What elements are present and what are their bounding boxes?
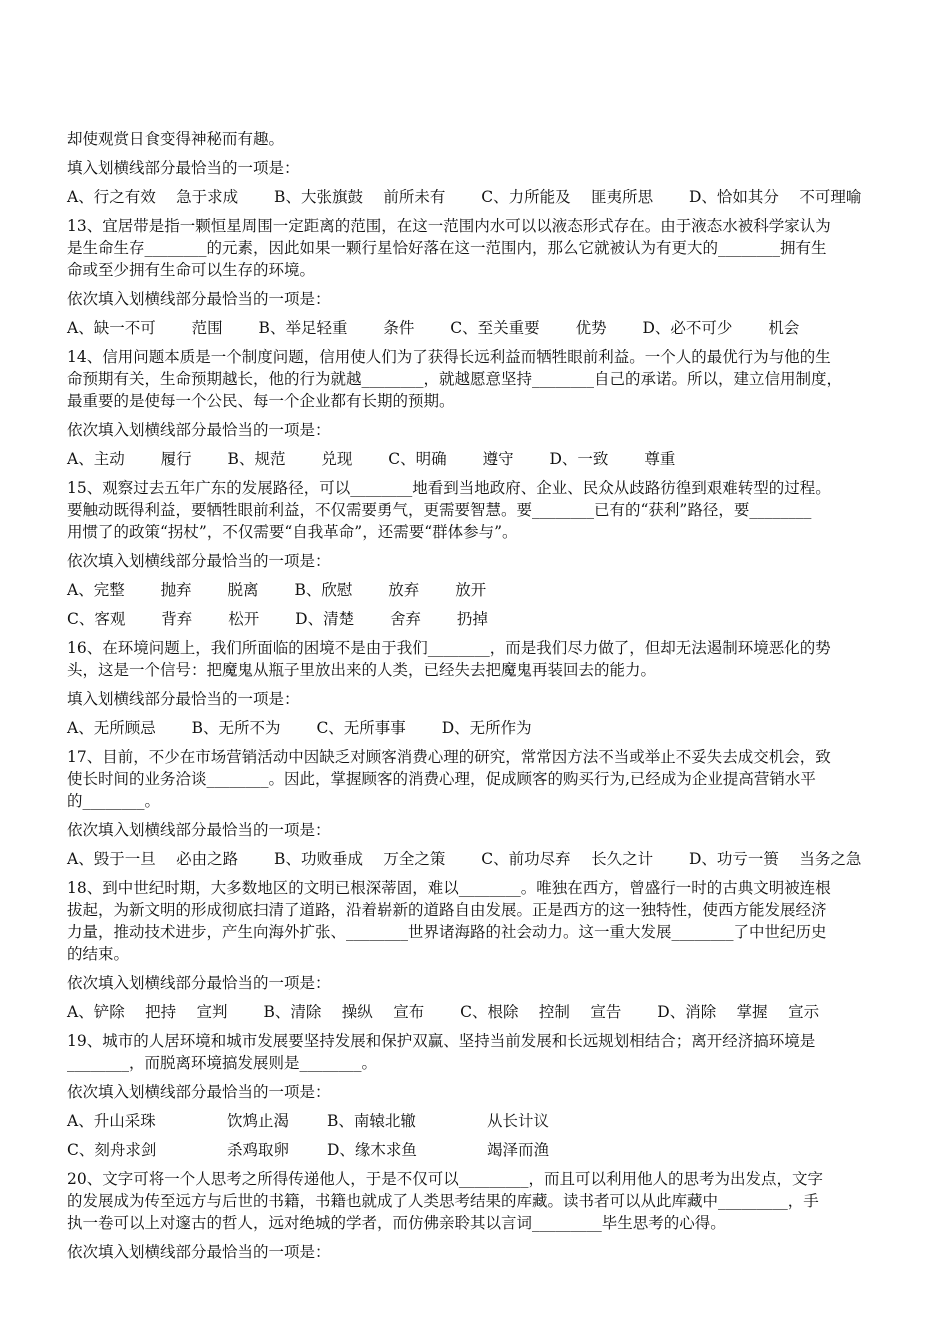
- question-19-text: 19、城市的人居环境和城市发展要坚持发展和保护双赢、坚持当前发展和长远规划相结合；离开经济搞环境是: [67, 1032, 816, 1050]
- question-19-options-row: [67, 1139, 887, 1161]
- question-13-prompt: 依次填入划横线部分最恰当的一项是：: [67, 290, 331, 308]
- question-prompt: 填入划横线部分最恰当的一项是：: [67, 159, 300, 177]
- question-17-text: 使长时间的业务洽谈________。因此，掌握顾客的消费心理，促成顾客的购买行为,已经成为企业提高营销水平: [67, 770, 816, 788]
- answer-options: A、行之有效 急于求成 B、大张旗鼓 前所未有 C、力所能及 匪夷所思 D、恰如其分 不可理喻: [67, 188, 862, 206]
- question-17-text: 17、目前，不少在市场营销活动中因缺乏对顾客消费心理的研究，常常因方法不当或举止不妥失去成交机会，致: [67, 748, 831, 766]
- document-page: [67, 128, 887, 1270]
- question-14-text: 最重要的是使每一个公民、每一个企业都有长期的预期。: [67, 392, 455, 410]
- question-20-text: 20、文字可将一个人思考之所得传递他人，于是不仅可以_________，而且可以利用他人的思考为出发点，文字: [67, 1170, 823, 1188]
- question-19-prompt: 依次填入划横线部分最恰当的一项是：: [67, 1083, 331, 1101]
- question-13-text: 命或至少拥有生命可以生存的环境。: [67, 261, 316, 279]
- question-16-text: 16、在环境问题上，我们所面临的困境不是由于我们________，而是我们尽力做了，但却无法遏制环境恶化的势: [67, 639, 831, 657]
- option-c-second: 杀鸡取卵: [227, 1141, 290, 1159]
- question-16-prompt: 填入划横线部分最恰当的一项是：: [67, 690, 300, 708]
- question-16-text: 头，这是一个信号：把魔鬼从瓶子里放出来的人类，已经失去把魔鬼再装回去的能力。: [67, 661, 657, 679]
- question-18-text: 拔起，为新文明的形成彻底扫清了道路，沿着崭新的道路自由发展。正是西方的这一独特性，使西方能发展经济: [67, 901, 827, 919]
- text-line: 却使观赏日食变得神秘而有趣。: [67, 130, 285, 148]
- question-18-text: 的结束。: [67, 945, 130, 963]
- question-18-text: 力量，推动技术进步，产生向海外扩张、________世界诸海路的社会动力。这一重大发展________了中世纪历史: [67, 923, 827, 941]
- option-b: B、南辕北辙: [327, 1112, 416, 1130]
- question-17-text: 的________。: [67, 792, 161, 810]
- question-20-prompt: 依次填入划横线部分最恰当的一项是：: [67, 1243, 331, 1261]
- question-17-prompt: 依次填入划横线部分最恰当的一项是：: [67, 821, 331, 839]
- question-15-options: C、客观 背弃 松开 D、清楚 舍弃 扔掉: [67, 610, 488, 628]
- option-d: D、缘木求鱼: [327, 1141, 417, 1159]
- question-14-text: 14、信用问题本质是一个制度问题，信用使人们为了获得长远利益而牺牲眼前利益。一个人的最优行为与他的生: [67, 348, 831, 366]
- question-20-text: 的发展成为传至远方与后世的书籍，书籍也就成了人类思考结果的库藏。读书者可以从此库藏中_________，手: [67, 1192, 819, 1210]
- option-a: A、升山采珠: [67, 1112, 156, 1130]
- option-a-second: 饮鸩止渴: [227, 1112, 290, 1130]
- question-15-prompt: 依次填入划横线部分最恰当的一项是：: [67, 552, 331, 570]
- question-17-options: A、毁于一旦 必由之路 B、功败垂成 万全之策 C、前功尽弃 长久之计 D、功亏一篑 当务之急: [67, 850, 862, 868]
- question-15-text: 用惯了的政策“拐杖”，不仅需要“自我革命”，还需要“群体参与”。: [67, 523, 518, 541]
- question-15-options: A、完整 抛弃 脱离 B、欣慰 放弃 放开: [67, 581, 487, 599]
- question-19-text: ________，而脱离环境搞发展则是________。: [67, 1054, 378, 1072]
- question-13-options: A、缺一不可 范围 B、举足轻重 条件 C、至关重要 优势 D、必不可少 机会: [67, 319, 800, 337]
- question-14-prompt: 依次填入划横线部分最恰当的一项是：: [67, 421, 331, 439]
- option-c: C、刻舟求剑: [67, 1141, 157, 1159]
- question-15-text: 15、观察过去五年广东的发展路径，可以________地看到当地政府、企业、民众从歧路彷徨到艰难转型的过程。: [67, 479, 831, 497]
- question-16-options: A、无所顾忌 B、无所不为 C、无所事事 D、无所作为: [67, 719, 532, 737]
- question-13-text: 13、宜居带是指一颗恒星周围一定距离的范围，在这一范围内水可以以液态形式存在。由于液态水被科学家认为: [67, 217, 831, 235]
- question-13-text: 是生命生存________的元素，因此如果一颗行星恰好落在这一范围内，那么它就被认为有更大的________拥有生: [67, 239, 827, 257]
- question-18-prompt: 依次填入划横线部分最恰当的一项是：: [67, 974, 331, 992]
- question-19-options-row: [67, 1110, 887, 1132]
- question-14-text: 命预期有关，生命预期越长，他的行为就越________，就越愿意坚持________自己的承诺。所以，建立信用制度，: [67, 370, 843, 388]
- question-15-text: 要触动既得利益，要牺牲眼前利益，不仅需要勇气，更需要智慧。要________已有的“获利”路径，要________: [67, 501, 812, 519]
- question-18-text: 18、到中世纪时期，大多数地区的文明已根深蒂固，难以________。唯独在西方，曾盛行一时的古典文明被连根: [67, 879, 831, 897]
- option-d-second: 竭泽而渔: [487, 1141, 550, 1159]
- question-18-options: A、铲除 把持 宣判 B、清除 操纵 宣布 C、根除 控制 宣告 D、消除 掌握 宣示: [67, 1003, 820, 1021]
- question-20-text: 执一卷可以上对邃古的哲人，远对绝城的学者，而仿佛亲聆其以言词_________毕生思考的心得。: [67, 1214, 726, 1232]
- option-b-second: 从长计议: [487, 1112, 550, 1130]
- question-14-options: A、主动 履行 B、规范 兑现 C、明确 遵守 D、一致 尊重: [67, 450, 676, 468]
